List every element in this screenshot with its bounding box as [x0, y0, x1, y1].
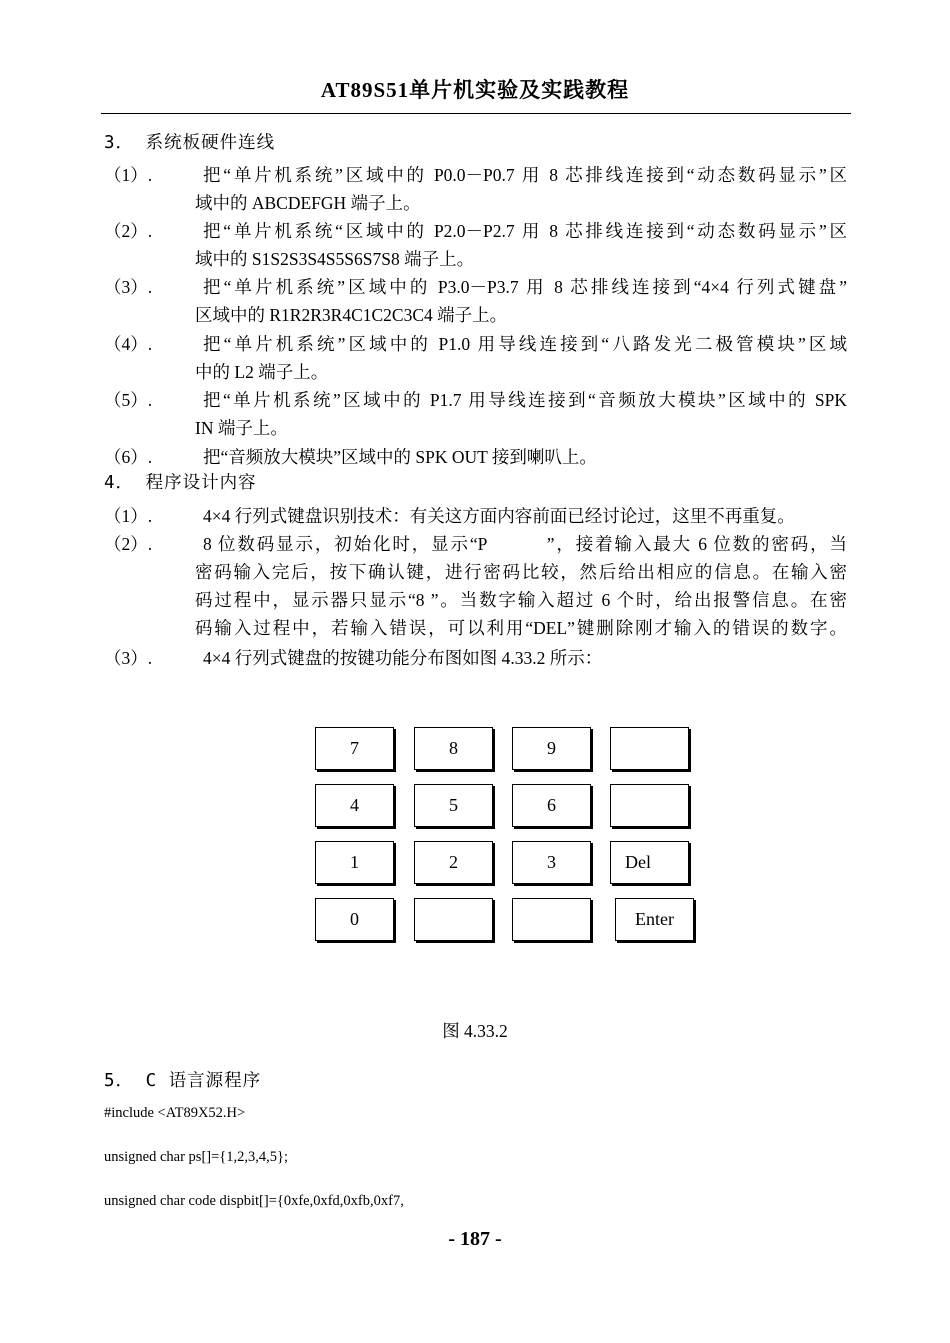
list-item-text: 8 位数码显示，初始化时，显示“P ”，接着输入最大 6 位数的密码，当 [203, 534, 847, 554]
code-line: unsigned char code dispbit[]={0xfe,0xfd,0xfb,0xf7, [104, 1193, 404, 1209]
list-item-num: （3）. [104, 648, 153, 668]
list-item-text: 把“单片机系统”区域中的 P1.7 用导线连接到“音频放大模块”区域中的 SPK [203, 390, 847, 410]
list-item-text: 把“音频放大模块”区域中的 SPK OUT 接到喇叭上。 [203, 447, 597, 467]
key-0: 0 [315, 898, 394, 941]
list-item-num: （4）. [104, 334, 153, 354]
key-1: 1 [315, 841, 394, 884]
key-blank [610, 784, 689, 827]
key-enter: Enter [615, 898, 694, 941]
key-7: 7 [315, 727, 394, 770]
key-blank [512, 898, 591, 941]
section-5-heading: 5． C 语言源程序 [104, 1071, 262, 1091]
key-blank [414, 898, 493, 941]
list-item-text: 把“单片机系统“区域中的 P2.0－P2.7 用 8 芯排线连接到“动态数码显示”区 [203, 221, 847, 241]
list-item-text: 域中的 S1S2S3S4S5S6S7S8 端子上。 [195, 249, 475, 269]
code-line: #include <AT89X52.H> [104, 1105, 246, 1121]
list-item-text: 把“单片机系统”区域中的 P0.0－P0.7 用 8 芯排线连接到“动态数码显示”区 [203, 165, 847, 185]
key-4: 4 [315, 784, 394, 827]
key-9: 9 [512, 727, 591, 770]
figure-caption: 图 4.33.2 [442, 1021, 508, 1041]
list-item-num: （2）. [104, 221, 153, 241]
list-item-text: 把“单片机系统”区域中的 P1.0 用导线连接到“八路发光二极管模块”区域 [203, 334, 847, 354]
list-item-num: （5）. [104, 390, 153, 410]
header-rule [101, 113, 851, 114]
key-5: 5 [414, 784, 493, 827]
list-item-text: 4×4 行列式键盘识别技术：有关这方面内容前面已经讨论过，这里不再重复。 [203, 506, 795, 526]
key-del: Del [610, 841, 689, 884]
list-item-text: 4×4 行列式键盘的按键功能分布图如图 4.33.2 所示： [203, 648, 603, 668]
list-item-num: （2）. [104, 534, 153, 554]
list-item-text: 区域中的 R1R2R3R4C1C2C3C4 端子上。 [195, 305, 508, 325]
key-3: 3 [512, 841, 591, 884]
section-3-heading: 3． 系统板硬件连线 [104, 133, 276, 153]
key-blank [610, 727, 689, 770]
list-item-text: IN 端子上。 [195, 418, 288, 438]
list-item-text: 把“单片机系统”区域中的 P3.0－P3.7 用 8 芯排线连接到“4×4 行列式键盘” [203, 277, 847, 297]
page-number: - 187 - [448, 1228, 502, 1250]
list-item-text: 码过程中，显示器只显示“8 ”。当数字输入超过 6 个时，给出报警信息。在密 [195, 590, 847, 610]
list-item-text: 密码输入完后，按下确认键，进行密码比较，然后给出相应的信息。在输入密 [195, 562, 847, 582]
page-header-title: AT89S51单片机实验及实践教程 [320, 78, 630, 102]
code-line: unsigned char ps[]={1,2,3,4,5}; [104, 1149, 288, 1165]
list-item-num: （6）. [104, 447, 153, 467]
list-item-text: 码输入过程中，若输入错误，可以利用“DEL”键删除刚才输入的错误的数字。 [195, 618, 847, 638]
key-2: 2 [414, 841, 493, 884]
key-8: 8 [414, 727, 493, 770]
list-item-num: （1）. [104, 506, 153, 526]
list-item-text: 域中的 ABCDEFGH 端子上。 [195, 193, 421, 213]
key-6: 6 [512, 784, 591, 827]
list-item-num: （1）. [104, 165, 153, 185]
list-item-text: 中的 L2 端子上。 [195, 362, 329, 382]
list-item-num: （3）. [104, 277, 153, 297]
section-4-heading: 4． 程序设计内容 [104, 473, 257, 493]
